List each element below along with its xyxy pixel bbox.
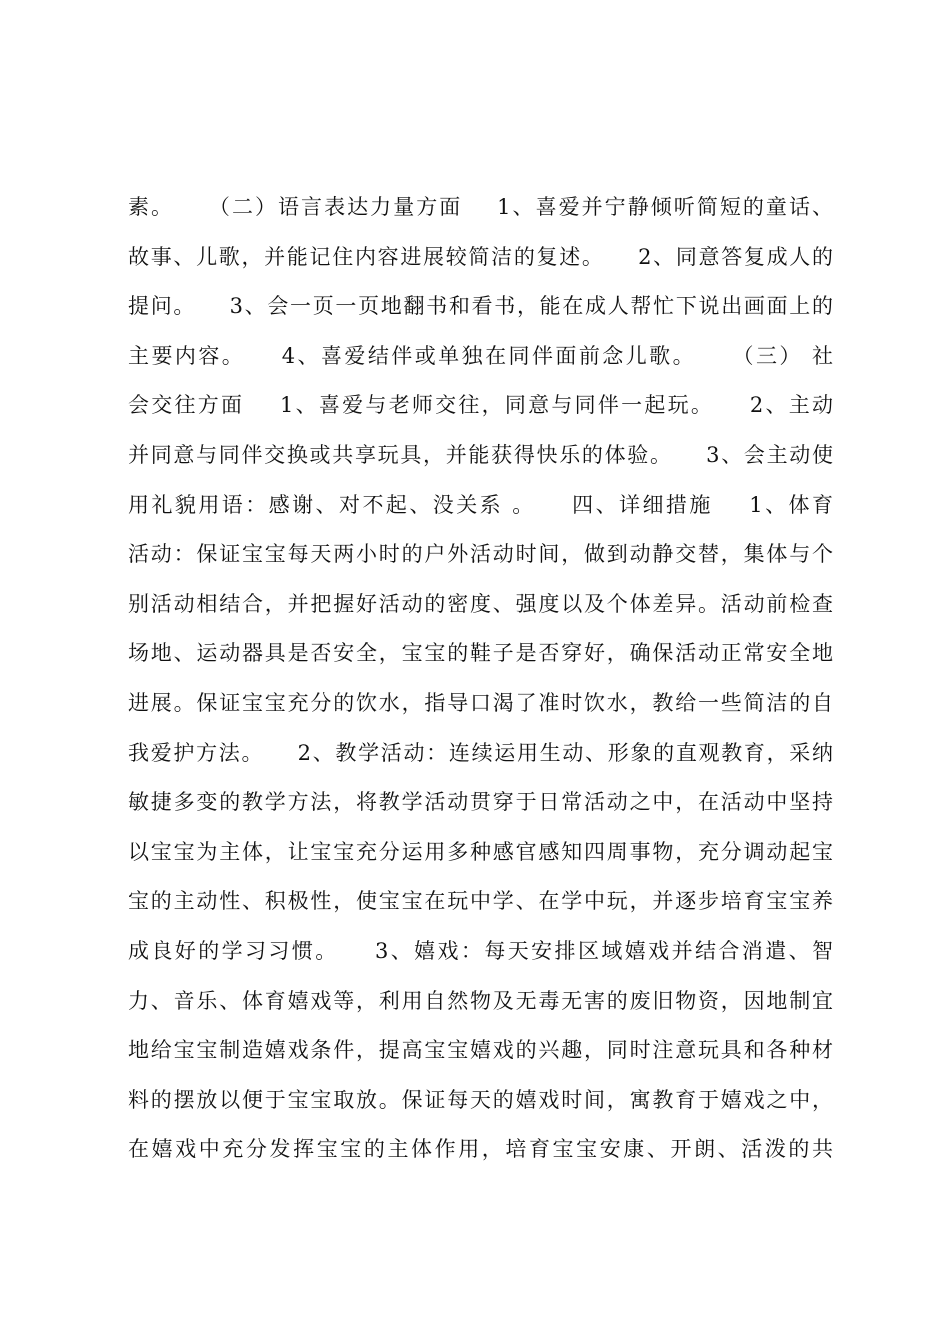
text-line: 宝的主动性、积极性，使宝宝在玩中学、在学中玩，并逐步培育宝宝养	[128, 889, 833, 914]
text-line: 素。 （二）语言表达力量方面 1、喜爱并宁静倾听简短的童话、	[128, 195, 833, 219]
text-line: 主要内容。 4、喜爱结伴或单独在同伴面前念儿歌。 （三） 社	[128, 343, 833, 368]
text-line: 我爱护方法。 2、教学活动：连续运用生动、形象的直观教育，采纳	[128, 740, 833, 765]
text-line: 并同意与同伴交换或共享玩具，并能获得快乐的体验。 3、会主动使	[128, 442, 833, 467]
text-line: 故事、儿歌，并能记住内容进展较简洁的复述。 2、同意答复成人的	[128, 244, 833, 269]
text-line: 料的摆放以便于宝宝取放。保证每天的嬉戏时间，寓教育于嬉戏之中，	[128, 1087, 833, 1112]
body-text	[128, 183, 833, 1175]
text-line: 在嬉戏中充分发挥宝宝的主体作用，培育宝宝安康、开朗、活泼的共	[128, 1137, 833, 1162]
text-line: 提问。 3、会一页一页地翻书和看书，能在成人帮忙下说出画面上的	[128, 294, 833, 319]
text-line: 活动：保证宝宝每天两小时的户外活动时间，做到动静交替，集体与个	[128, 542, 833, 567]
text-line: 敏捷多变的教学方法，将教学活动贯穿于日常活动之中，在活动中坚持	[128, 790, 833, 815]
text-line: 别活动相结合，并把握好活动的密度、强度以及个体差异。活动前检查	[128, 591, 833, 616]
text-line: 用礼貌用语：感谢、对不起、没关系 。 四、详细措施 1、体育	[128, 492, 833, 517]
text-line: 以宝宝为主体，让宝宝充分运用多种感官感知四周事物，充分调动起宝	[128, 839, 833, 864]
text-line: 进展。保证宝宝充分的饮水，指导口渴了准时饮水，教给一些简洁的自	[128, 690, 833, 715]
text-line: 地给宝宝制造嬉戏条件，提高宝宝嬉戏的兴趣，同时注意玩具和各种材	[128, 1038, 833, 1063]
text-line: 成良好的学习习惯。 3、嬉戏：每天安排区域嬉戏并结合消遣、智	[128, 938, 833, 963]
text-line: 场地、运动器具是否安全，宝宝的鞋子是否穿好，确保活动正常安全地	[128, 641, 833, 666]
text-line: 会交往方面 1、喜爱与老师交往，同意与同伴一起玩。 2、主动	[128, 393, 833, 418]
text-line: 力、音乐、体育嬉戏等，利用自然物及无毒无害的废旧物资，因地制宜	[128, 988, 833, 1013]
